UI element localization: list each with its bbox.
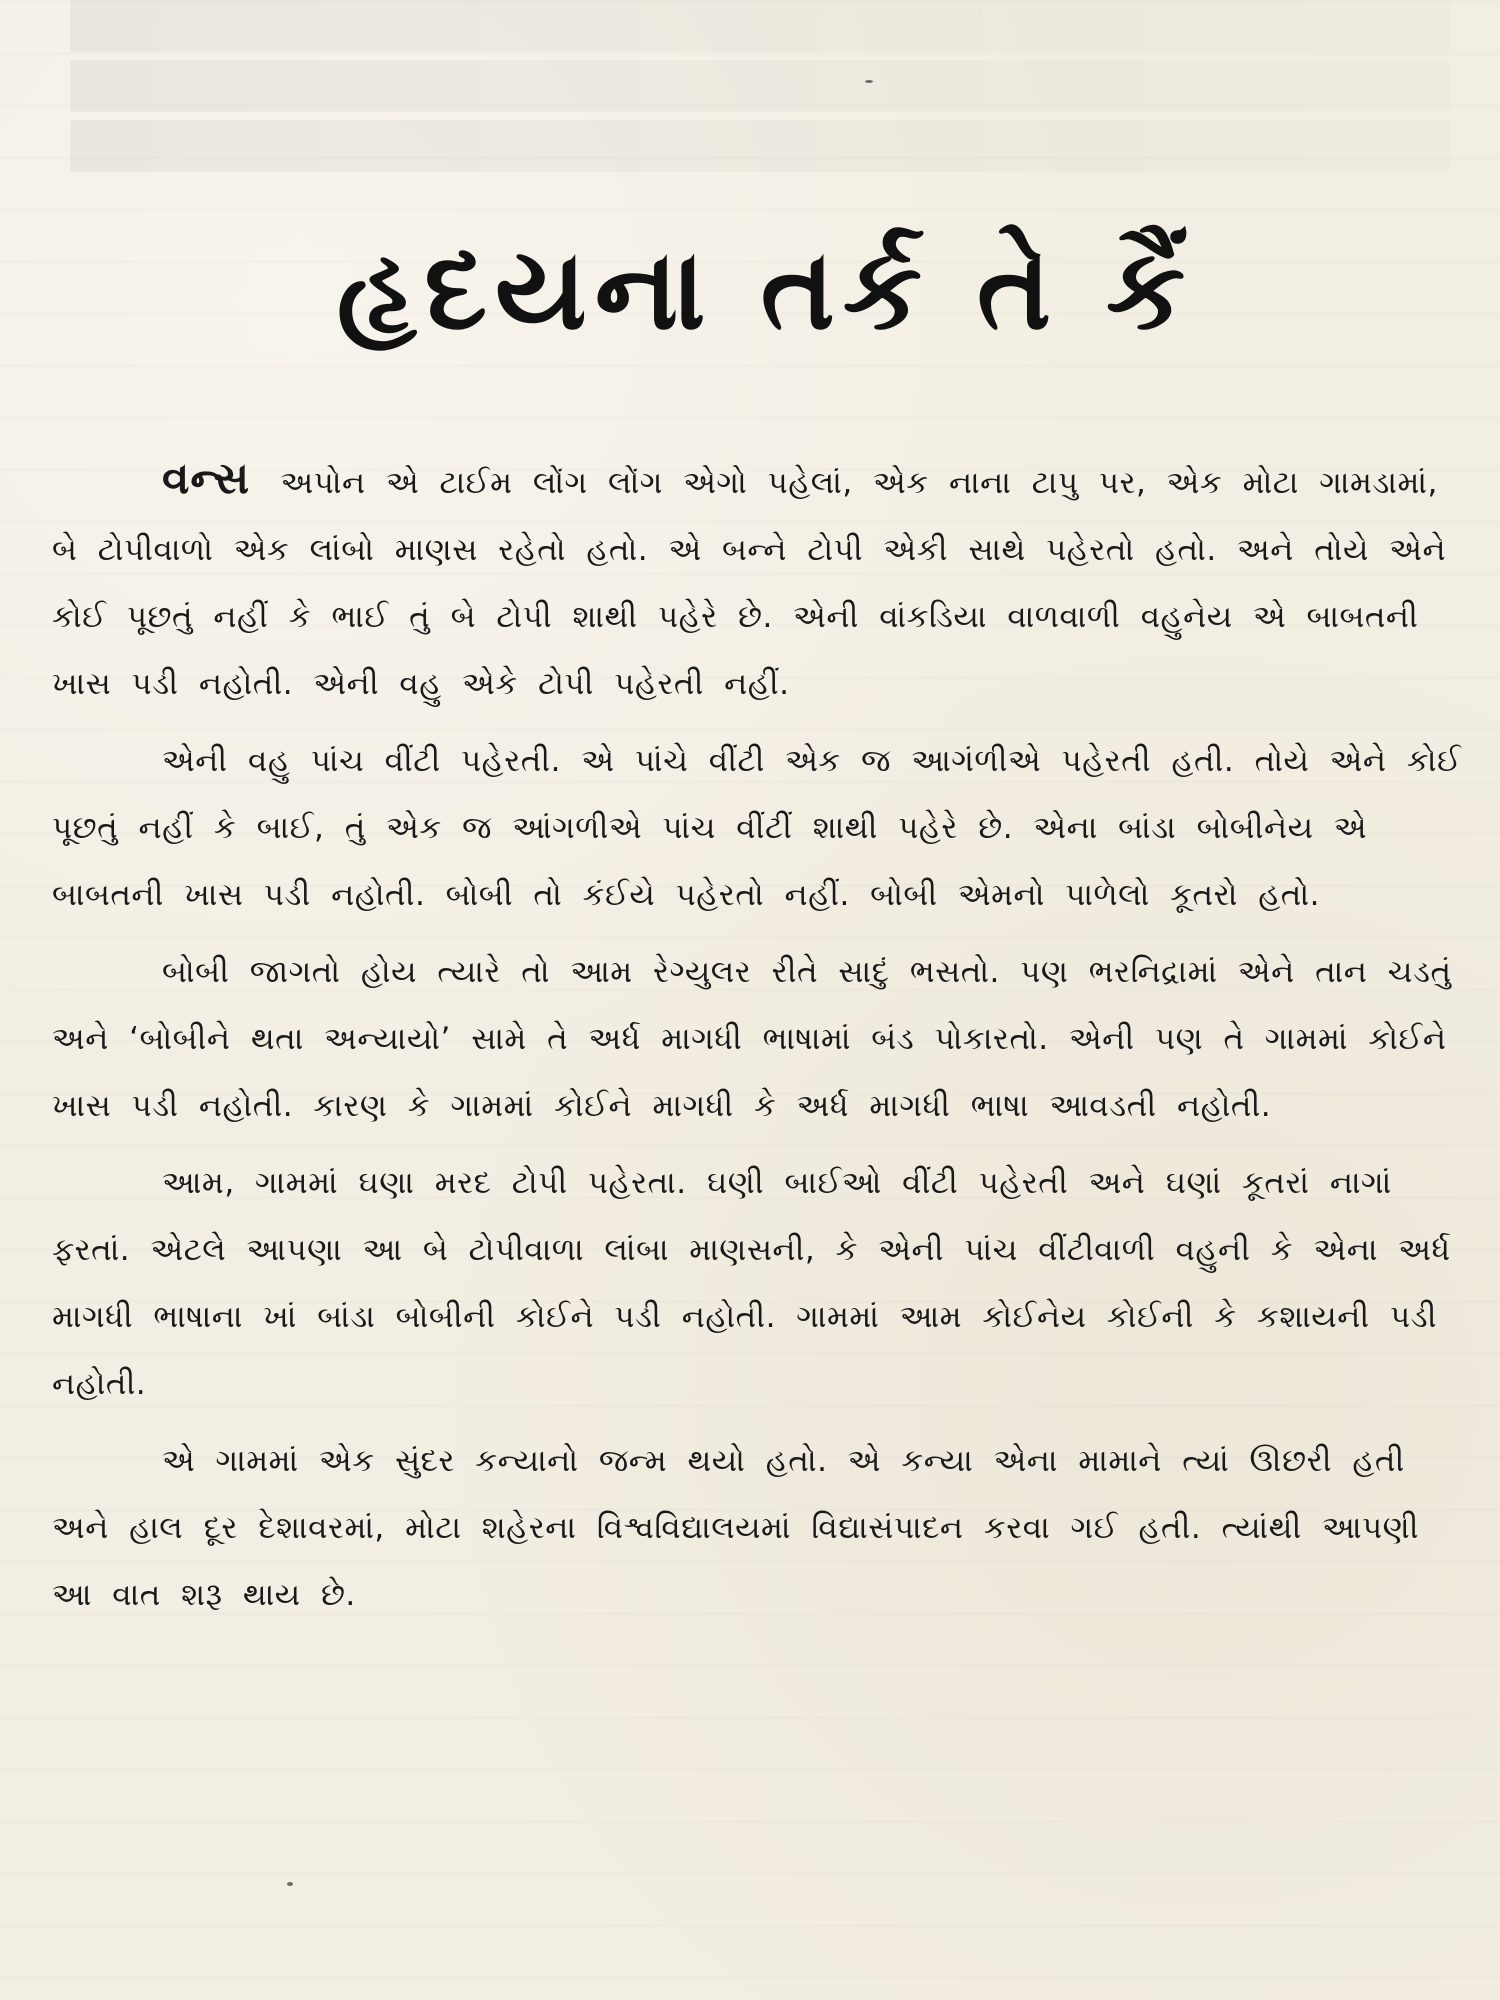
paragraph-4	[52, 1150, 1462, 1418]
page-title: હૃદયના તર્ક તે કૈં	[336, 225, 1194, 355]
dropcap-word: વન્સ	[162, 453, 251, 504]
story-content	[52, 445, 1462, 1925]
top-page-fragment	[70, 0, 1450, 220]
paragraph-text: અપોન એ ટાઈમ લોંગ લોંગ એગો પહેલાં, એક નાના ટાપુ પર, એક મોટા ગામડામાં, બે ટોપીવાળો એક લાંબો માણસ રહેતો હતો. એ બન્ને ટોપી એકી સાથે પહેરતો હતો. અને તોયે એને કોઈ પૂછતું નહીં કે ભાઈ તું બે ટોપી શાથી પહેરે છે. એની વાંકડિયા વાળવાળી વહુનેય એ બાબતની ખાસ પડી નહોતી. એની વહુ એકે ટોપી પહેરતી નહીં.	[52, 465, 1447, 702]
fragment-line	[70, 0, 1450, 52]
paragraph-text: એની વહુ પાંચ વીંટી પહેરતી. એ પાંચે વીંટી એક જ આગંળીએ પહેરતી હતી. તોયે એને કોઈ પૂછતું નહીં કે બાઈ, તું એક જ આંગળીએ પાંચ વીંટીં શાથી પહેરે છે. એના બાંડા બોબીનેય એ બાબતની ખાસ પડી નહોતી. બોબી તો કંઈયે પહેરતો નહીં. બોબી એમનો પાળેલો કૂતરો હતો.	[52, 743, 1462, 913]
paragraph-text: બોબી જાગતો હોય ત્યારે તો આમ રેગ્યુલર રીતે સાદું ભસતો. પણ ભરનિદ્રામાં એને તાન ચડતું અને ‘બોબીને થતા અન્યાયો’ સામે તે અર્ધ માગધી ભાષામાં બંડ પોકારતો. એની પણ તે ગામમાં કોઈને ખાસ પડી નહોતી. કારણ કે ગામમાં કોઈને માગધી કે અર્ધ માગધી ભાષા આવડતી નહોતી.	[52, 954, 1452, 1124]
paragraph-3	[52, 939, 1462, 1140]
fragment-line	[70, 60, 1450, 112]
paragraph-1	[52, 445, 1462, 718]
paragraph-text: આમ, ગામમાં ઘણા મરદ ટોપી પહેરતા. ઘણી બાઈઓ વીંટી પહેરતી અને ઘણાં કૂતરાં નાગાં ફરતાં. એટલે આપણા આ બે ટોપીવાળા લાંબા માણસની, કે એની પાંચ વીંટીવાળી વહુની કે એના અર્ધ માગધી ભાષાના ખાં બાંડા બોબીની કોઈને પડી નહોતી. ગામમાં આમ કોઈનેય કોઈની કે કશાયની પડી નહોતી.	[52, 1165, 1451, 1402]
paragraph-2	[52, 728, 1462, 929]
paragraph-5	[52, 1428, 1462, 1629]
fragment-line	[70, 120, 1450, 172]
ink-mark	[865, 80, 873, 83]
ink-mark	[287, 1882, 293, 1886]
paragraph-text: એ ગામમાં એક સુંદર કન્યાનો જન્મ થયો હતો. એ કન્યા એના મામાને ત્યાં ઊછરી હતી અને હાલ દૂર દેશાવરમાં, મોટા શહેરના વિશ્વવિદ્યાલયમાં વિદ્યાસંપાદન કરવા ગઈ હતી. ત્યાંથી આપણી આ વાત શરૂ થાય છે.	[52, 1443, 1420, 1613]
